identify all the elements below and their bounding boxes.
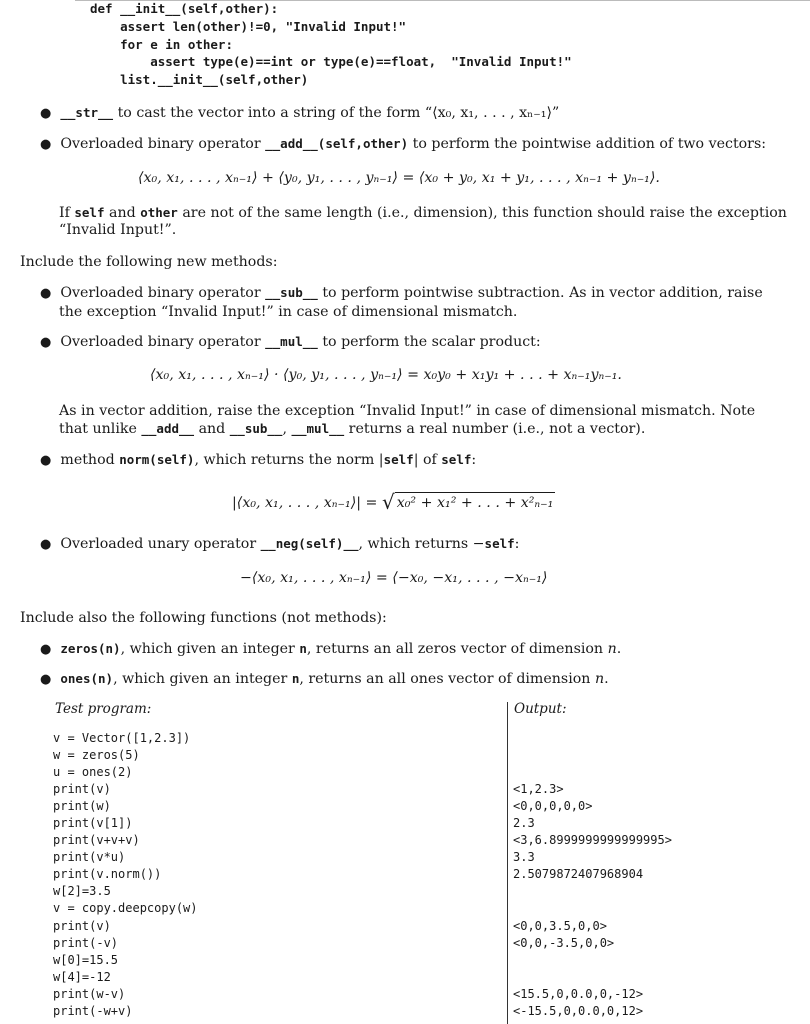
note-text: that unlike	[59, 421, 142, 437]
bullet-text: .	[616, 641, 622, 657]
output-line: <0,0,-3.5,0,0>	[513, 935, 615, 950]
bullet-text: , returns an all zeros vector of dimension	[306, 641, 608, 657]
output-line	[513, 747, 672, 764]
code-line: list.__init__(self,other)	[90, 72, 309, 88]
note-text: “Invalid Input!”.	[59, 222, 177, 238]
bullet-zeros	[40, 640, 621, 659]
code-line: assert len(other)!=0, "Invalid Input!"	[90, 18, 407, 34]
method-name: __str__	[60, 105, 114, 120]
bullet-dot: ●	[40, 286, 52, 301]
bullet-ones	[40, 670, 609, 689]
program-line: w[4]=-12	[53, 969, 111, 984]
bullet-norm	[40, 451, 476, 470]
program-line: print(v[1])	[53, 816, 133, 831]
program-line: w[0]=15.5	[53, 952, 119, 967]
output-line: 3.3	[513, 850, 535, 865]
bullet-pre: Overloaded binary operator	[60, 285, 266, 301]
output-line	[513, 764, 672, 781]
program-line: v = Vector([1,2.3])	[53, 731, 191, 745]
note-text: and	[194, 421, 230, 437]
program-line: print(v+v+v)	[53, 833, 140, 848]
program-line: print(v.norm())	[53, 867, 162, 882]
output-line	[513, 730, 672, 747]
bullet-pre: Overloaded binary operator	[60, 334, 266, 350]
mul-note	[59, 402, 755, 438]
bullet-dot: ●	[40, 642, 52, 657]
output-line	[513, 883, 672, 900]
bullet-text: , which given an integer	[120, 641, 300, 657]
method-name: __mul__	[265, 334, 318, 349]
table-divider	[507, 702, 508, 1024]
program-line: w = zeros(5)	[53, 748, 140, 763]
output-line: 2.5079872407968904	[513, 867, 644, 882]
section-heading-new-methods: Include the following new methods:	[20, 254, 278, 270]
bullet-sub	[40, 284, 763, 321]
bullet-dot: ●	[40, 137, 52, 152]
program-line: print(v)	[53, 918, 111, 933]
code-self: self	[383, 452, 414, 467]
bullet-text: | of	[413, 452, 442, 468]
bullet-text: , which returns −	[358, 536, 485, 552]
bullet-text: to perform pointwise subtraction. As in vector addition, raise	[317, 285, 763, 301]
bullet-colon: :	[471, 452, 477, 468]
bullet-dot: ●	[40, 672, 52, 687]
output-line: <0,0,3.5,0,0>	[513, 918, 607, 933]
norm-lhs: |⟨x₀, x₁, . . . , xₙ₋₁⟩| =	[232, 495, 382, 511]
output-line: <0,0,0,0,0>	[513, 799, 593, 814]
program-line: print(v*u)	[53, 850, 126, 865]
method-name: __sub__	[265, 285, 318, 300]
equation-add: ⟨x₀, x₁, . . . , xₙ₋₁⟩ + ⟨y₀, y₁, . . . , yₙ₋₁⟩ = ⟨x₀ + y₀, x₁ + y₁, . . . , xₙ₋₁ + yₙ₋₁⟩.	[138, 170, 660, 186]
function-name: zeros(n)	[60, 641, 121, 656]
bullet-pre: Overloaded unary operator	[60, 536, 261, 552]
note-text: are not of the same length (i.e., dimension), this function should raise the exception	[177, 205, 787, 221]
method-name: __add__(self,other)	[265, 136, 409, 151]
bullet-text: , which given an integer	[113, 671, 292, 687]
radicand: x₀² + x₁² + . . . + x²ₙ₋₁	[395, 492, 556, 511]
program-line: print(-v)	[53, 935, 119, 950]
program-line: w[2]=3.5	[53, 884, 111, 899]
note-text: returns a real number (i.e., not a vector).	[344, 421, 646, 437]
output-line: <1,2.3>	[513, 782, 564, 797]
init-code-block	[90, 0, 572, 89]
output-line: <15.5,0,0.0,0,-12>	[513, 986, 644, 1001]
bullet-mul	[40, 333, 541, 352]
math-n: n	[607, 641, 617, 657]
test-output	[513, 730, 672, 1020]
code-line: for e in other:	[90, 36, 233, 52]
code-mul: __mul__	[291, 421, 345, 436]
note-text: As in vector addition, raise the exception “Invalid Input!” in case of dimensional mismatch. Note	[59, 403, 756, 419]
program-line: print(w)	[53, 799, 111, 814]
bullet-text: to cast the vector into a string of the form “⟨x₀, x₁, . . . , xₙ₋₁⟩”	[113, 105, 560, 121]
bullet-add	[40, 135, 766, 154]
bullet-dot: ●	[40, 453, 52, 468]
bullet-pre: method	[60, 452, 120, 468]
code-sub: __sub__	[229, 421, 283, 436]
code-add: __add__	[141, 421, 195, 436]
bullet-pre: Overloaded binary operator	[60, 136, 266, 152]
bullet-str	[40, 104, 559, 123]
output-line: 2.3	[513, 816, 535, 831]
bullet-text: , which returns the norm |	[194, 452, 384, 468]
equation-neg: −⟨x₀, x₁, . . . , xₙ₋₁⟩ = ⟨−x₀, −x₁, . . . , −xₙ₋₁⟩	[240, 570, 548, 586]
output-line	[513, 900, 672, 917]
equation-mul: ⟨x₀, x₁, . . . , xₙ₋₁⟩ · ⟨y₀, y₁, . . . , yₙ₋₁⟩ = x₀y₀ + x₁y₁ + . . . + xₙ₋₁yₙ₋₁.	[150, 367, 622, 383]
code-other: other	[140, 205, 178, 220]
sqrt-sign: √	[381, 490, 395, 514]
section-heading-functions: Include also the following functions (not methods):	[20, 610, 387, 626]
add-note	[59, 204, 787, 239]
output-header: Output:	[514, 701, 567, 717]
output-line	[513, 969, 672, 986]
bullet-dot: ●	[40, 537, 52, 552]
bullet-text: the exception “Invalid Input!” in case of dimensional mismatch.	[59, 304, 518, 320]
output-line: <3,6.8999999999999995>	[513, 833, 672, 848]
program-line: print(w-v)	[53, 986, 126, 1001]
code-self: self	[74, 205, 105, 220]
output-line: <-15.5,0,0.0,0,12>	[513, 1003, 644, 1018]
program-line: print(v)	[53, 782, 111, 797]
test-program-code	[53, 730, 198, 1020]
test-program-header: Test program:	[55, 701, 152, 717]
bullet-dot: ●	[40, 106, 52, 121]
bullet-text: .	[604, 671, 609, 687]
code-self: self	[484, 536, 515, 551]
output-line	[513, 952, 672, 969]
equation-norm	[232, 488, 555, 512]
math-n: n	[594, 671, 605, 687]
note-text: If	[59, 205, 75, 221]
program-line: v = copy.deepcopy(w)	[53, 901, 198, 916]
note-text: ,	[282, 421, 292, 437]
bullet-text: , returns an all ones vector of dimension	[299, 671, 595, 687]
note-text: and	[104, 205, 141, 221]
method-name: norm(self)	[119, 452, 195, 467]
code-line: def __init__(self,other):	[90, 1, 279, 16]
method-name: __neg(self)__	[260, 536, 359, 551]
bullet-colon: :	[514, 536, 520, 552]
bullet-text: to perform the scalar product:	[317, 334, 541, 350]
code-self: self	[441, 452, 472, 467]
program-line: u = ones(2)	[53, 765, 133, 780]
code-n: n	[291, 671, 300, 686]
code-n: n	[299, 641, 307, 656]
bullet-text: to perform the pointwise addition of two vectors:	[408, 136, 767, 152]
code-line: assert type(e)==int or type(e)==float, "Invalid Input!"	[90, 54, 572, 70]
program-line: print(-w+v)	[53, 1003, 133, 1018]
bullet-neg	[40, 535, 519, 554]
bullet-dot: ●	[40, 335, 52, 350]
function-name: ones(n)	[60, 671, 114, 686]
